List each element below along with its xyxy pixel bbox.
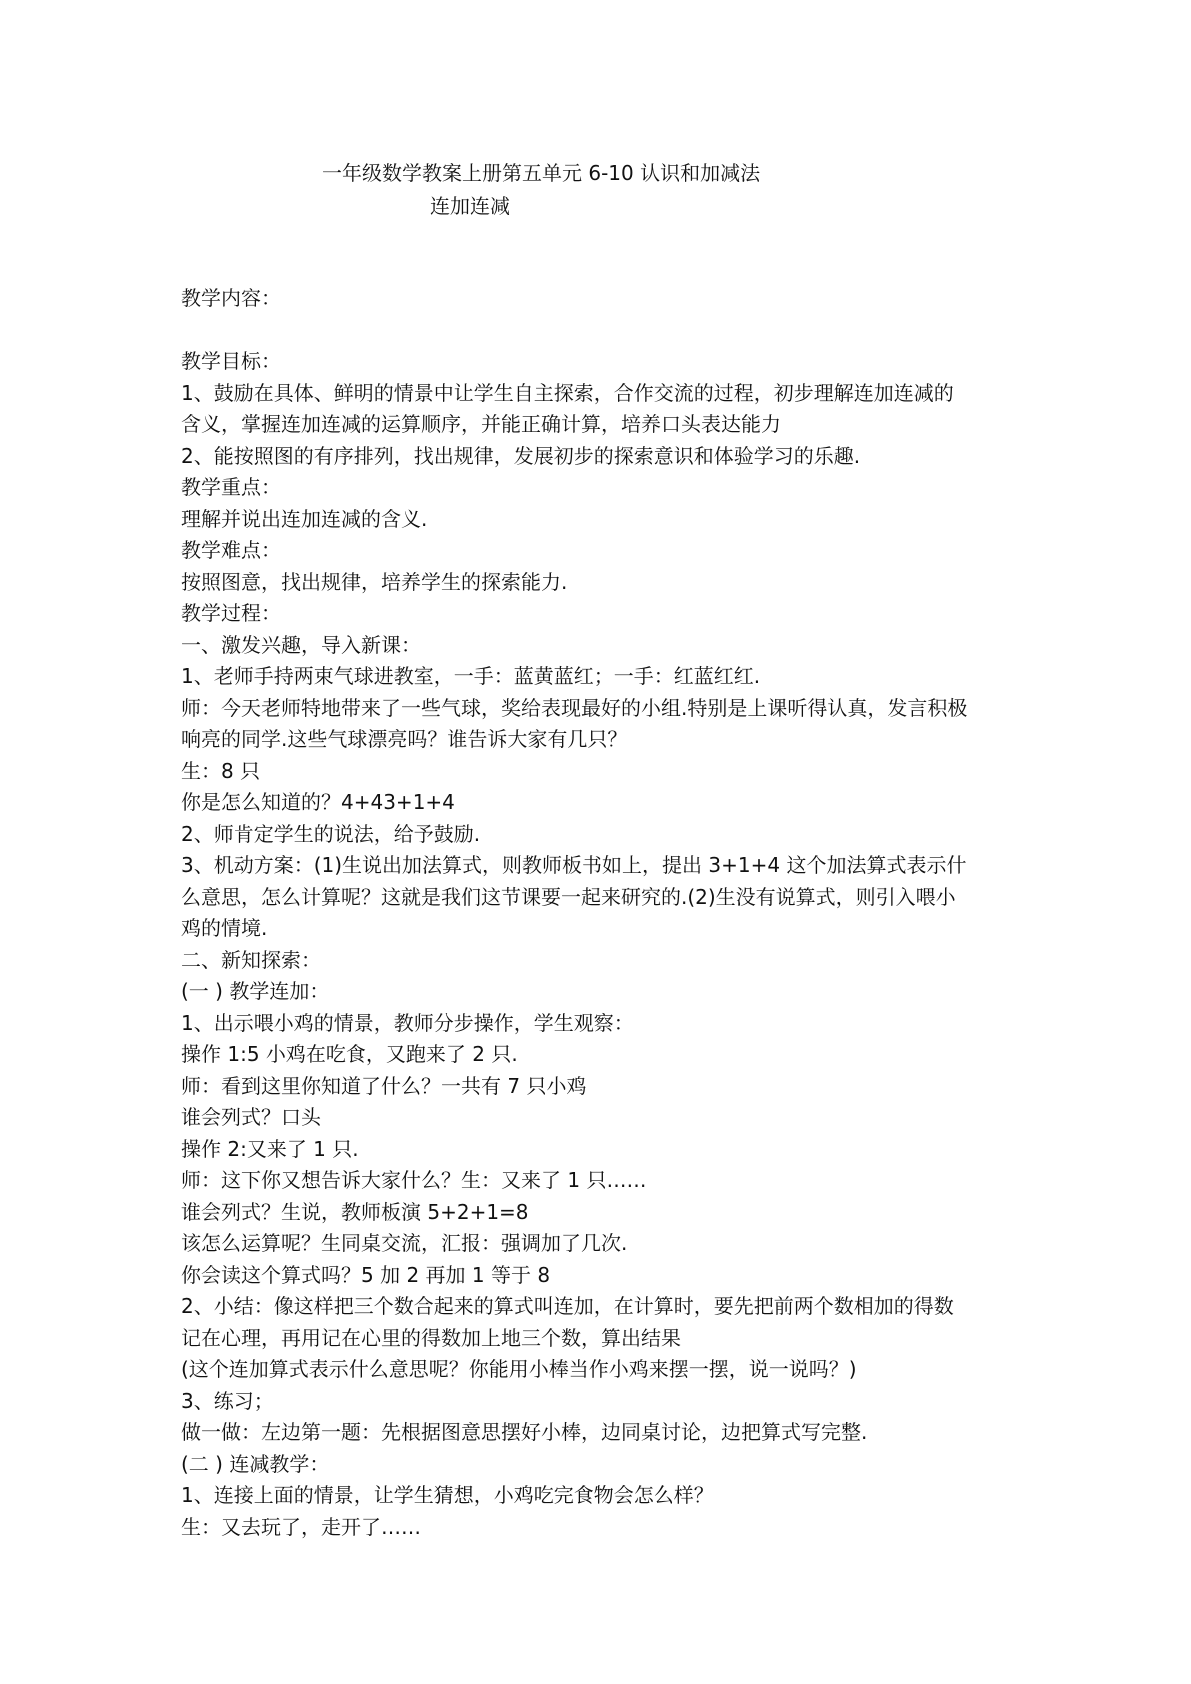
text-line: 1、出示喂小鸡的情景，教师分步操作，学生观察： [181,1010,634,1035]
text-line: 师：这下你又想告诉大家什么？生：又来了 1 只…… [181,1168,647,1192]
text-line: 教学重点： [181,475,281,499]
text-line: (二 ) 连减教学： [181,1451,330,1476]
document-body [181,283,1031,1543]
text-line: 么意思，怎么计算呢？这就是我们这节课要一起来研究的.(2)生没有说算式，则引入喂小 [181,884,956,909]
text-line: 1、鼓励在具体、鲜明的情景中让学生自主探索，合作交流的过程，初步理解连加连减的 [181,380,954,405]
text-line: 3、练习； [181,1388,274,1413]
text-line: 按照图意，找出规律，培养学生的探索能力. [181,569,568,594]
text-line: 做一做：左边第一题：先根据图意思摆好小棒，边同桌讨论，边把算式写完整. [181,1420,868,1444]
text-line: 鸡的情境. [181,916,268,940]
text-line: 教学目标： [181,349,281,373]
text-line: 教学内容： [181,286,281,310]
text-line: (这个连加算式表示什么意思呢？你能用小棒当作小鸡来摆一摆，说一说吗？) [181,1357,857,1381]
text-line: 2、师肯定学生的说法，给予鼓励. [181,821,481,846]
text-line: 你会读这个算式吗？5 加 2 再加 1 等于 8 [181,1262,551,1287]
text-line: 1、连接上面的情景，让学生猜想，小鸡吃完食物会怎么样？ [181,1483,714,1507]
text-line: 生：又去玩了，走开了…… [181,1514,421,1539]
text-line: 3、机动方案：(1)生说出加法算式，则教师板书如上，提出 3+1+4 这个加法算式表示什 [181,853,967,877]
text-line: 记在心理，再用记在心里的得数加上地三个数，算出结果 [181,1325,681,1350]
text-line: 生：8 只 [181,758,261,783]
text-line: 师：看到这里你知道了什么？一共有 7 只小鸡 [181,1073,587,1098]
text-line: 谁会列式？口头 [181,1105,321,1129]
text-line: 该怎么运算呢？生同桌交流，汇报：强调加了几次. [181,1231,628,1255]
text-line: 谁会列式？生说，教师板演 5+2+1=8 [181,1199,529,1224]
text-line: 理解并说出连加连减的含义. [181,506,428,531]
text-line: 教学过程： [181,601,281,625]
text-line [181,315,1031,347]
text-line: 含义，掌握连加连减的运算顺序，并能正确计算，培养口头表达能力 [181,412,781,436]
text-line: 一、激发兴趣，导入新课： [181,632,421,657]
text-line: 2、能按照图的有序排列，找出规律，发展初步的探索意识和体验学习的乐趣. [181,443,861,468]
text-line: 二、新知探索： [181,947,321,972]
document-title: 一年级数学教案上册第五单元 6-10 认识和加减法 [322,161,761,185]
text-line: 师：今天老师特地带来了一些气球，奖给表现最好的小组.特别是上课听得认真，发言积极 [181,695,968,720]
text-line: 2、小结：像这样把三个数合起来的算式叫连加，在计算时，要先把前两个数相加的得数 [181,1294,954,1318]
document-subtitle: 连加连减 [430,194,510,218]
text-line: 教学难点： [181,538,281,562]
text-line: 操作 2:又来了 1 只. [181,1136,359,1161]
text-line: (一 ) 教学连加： [181,979,330,1003]
text-line: 你是怎么知道的？4+43+1+4 [181,790,455,814]
text-line: 操作 1:5 小鸡在吃食，又跑来了 2 只. [181,1042,518,1066]
text-line: 响亮的同学.这些气球漂亮吗？谁告诉大家有几只？ [181,727,628,751]
text-line: 1、老师手持两束气球进教室，一手：蓝黄蓝红；一手：红蓝红红. [181,664,761,688]
